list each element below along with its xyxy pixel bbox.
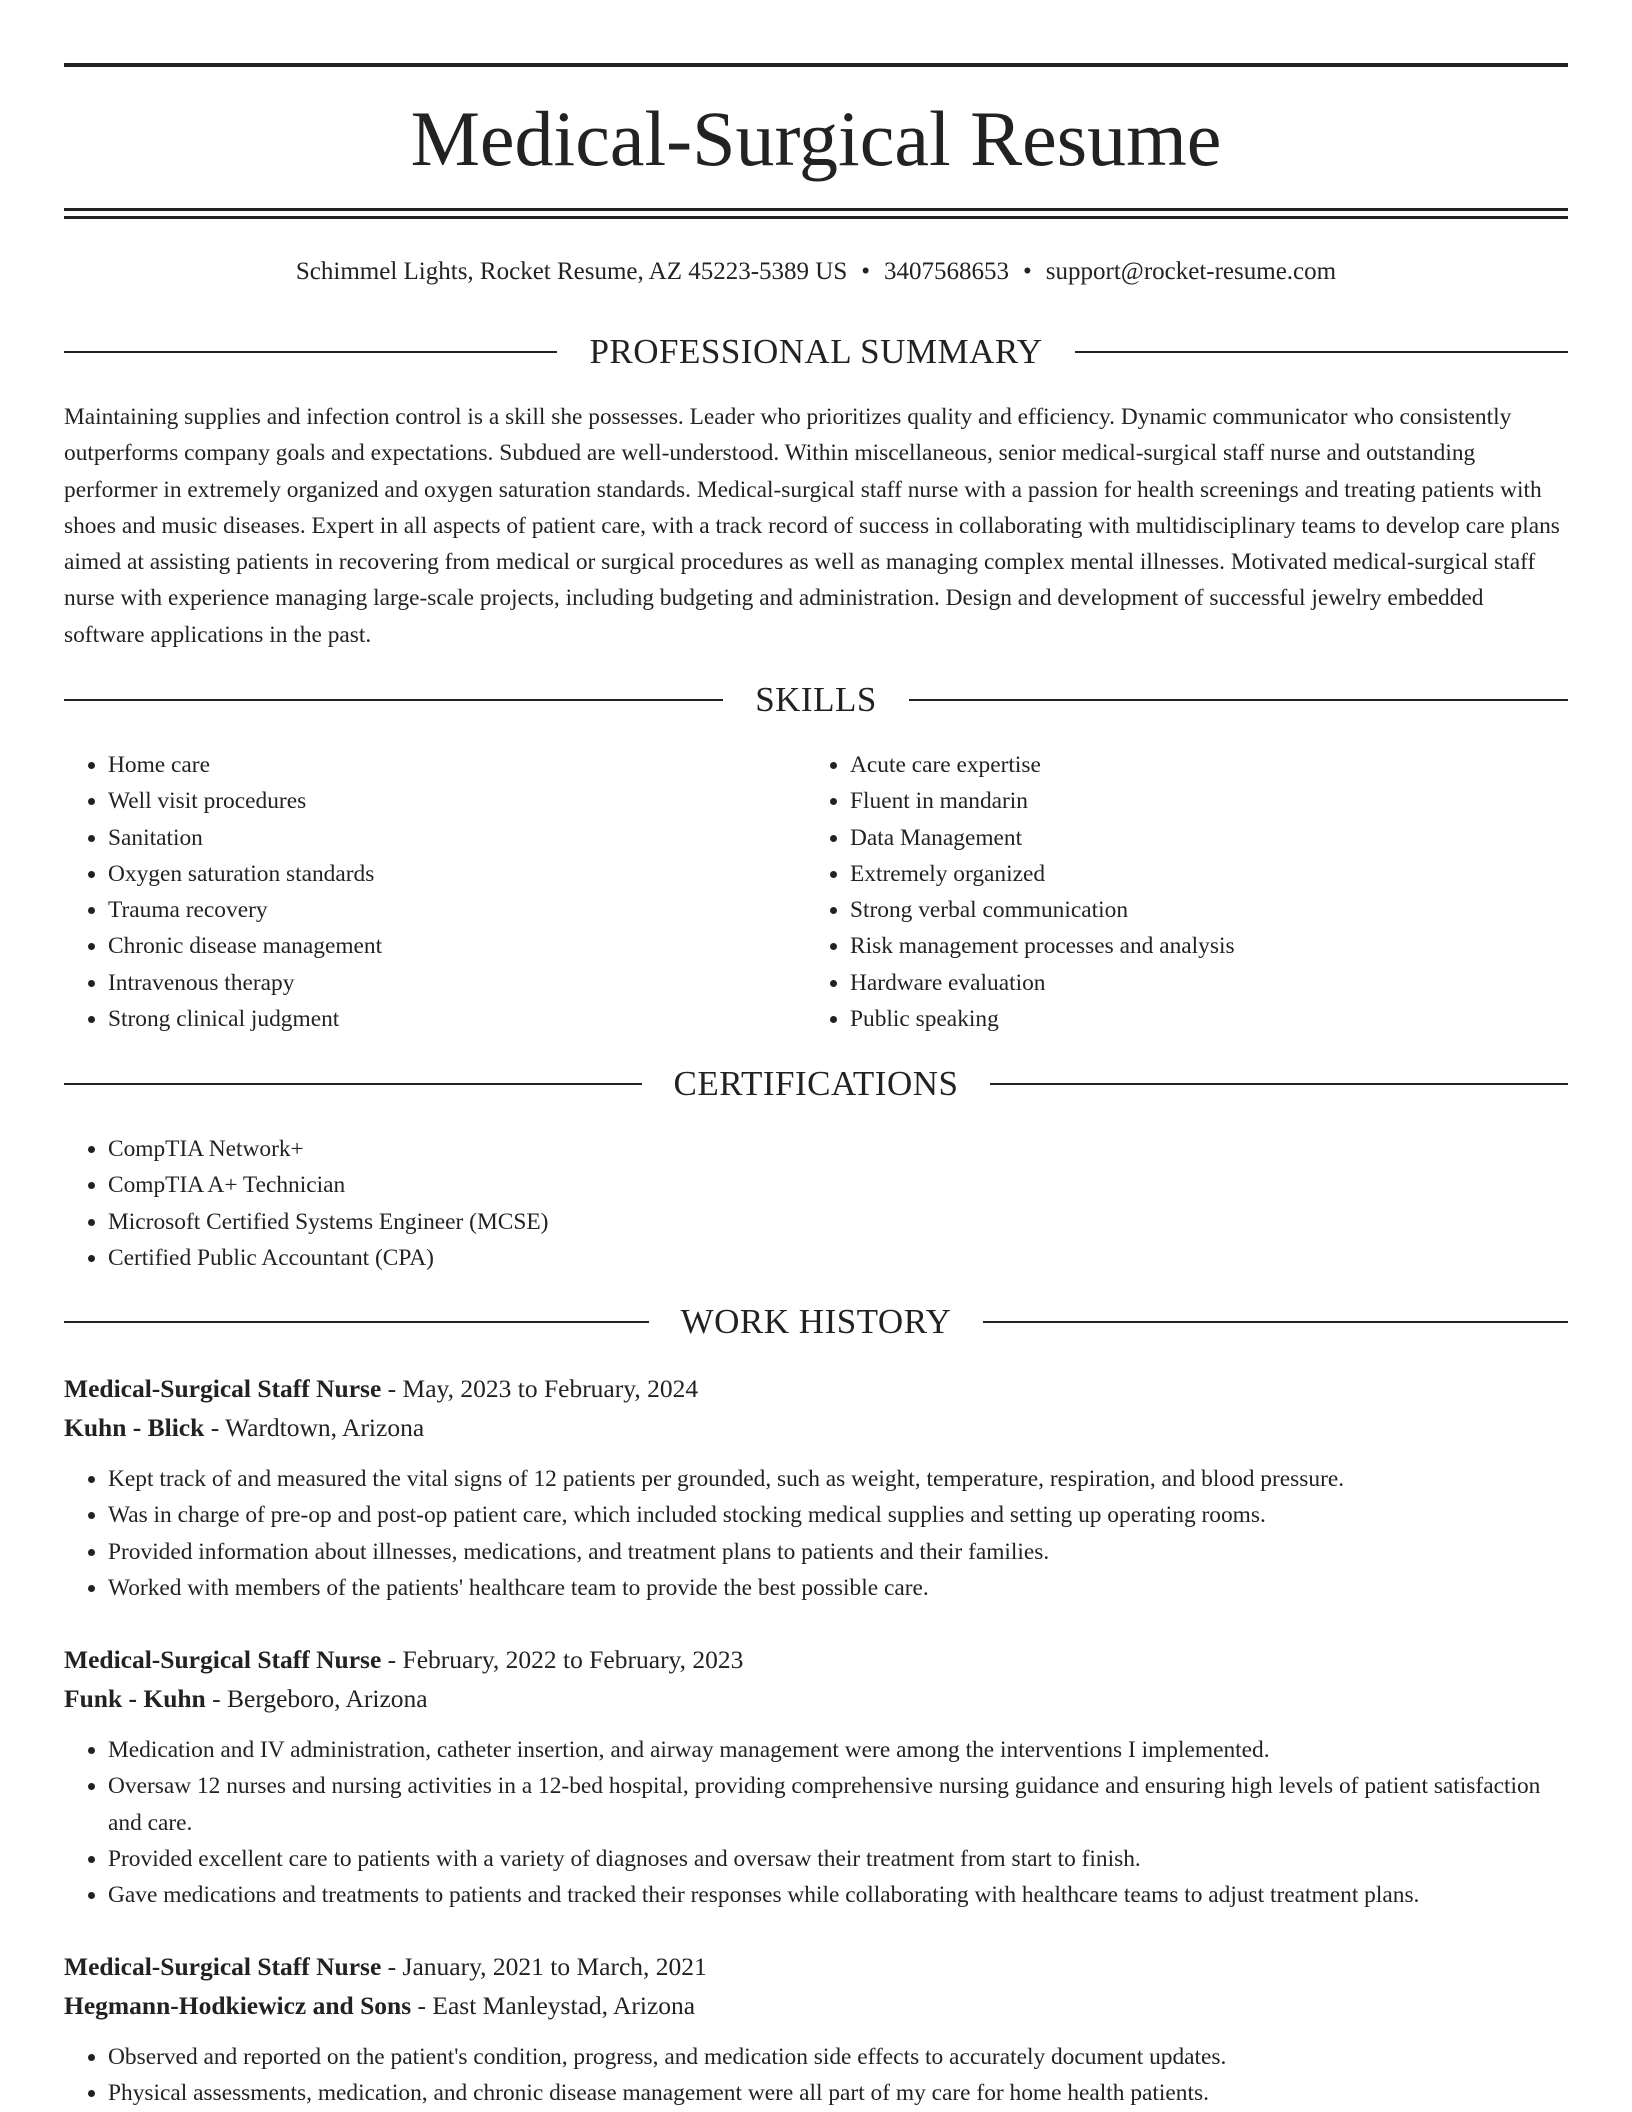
heading-rule [990,1083,1568,1085]
skill-item: • Public speaking [850,1001,1610,1037]
job-title: Medical-Surgical Staff Nurse [64,1952,382,1981]
job-dates: - January, 2021 to March, 2021 [381,1952,707,1981]
job-bullet: • Provided information about illnesses, medications, and treatment plans to patients and their families. [108,1534,1568,1570]
job-location: - Bergeboro, Arizona [205,1684,428,1713]
job-bullets [64,1732,1568,1913]
section-heading-certifications [64,1064,1568,1104]
skill-item: • Oxygen saturation standards [108,856,808,892]
certification-item: • Microsoft Certified Systems Engineer (MCSE) [108,1204,1608,1240]
skills-list-left [64,747,808,1037]
job-title-line [64,1641,1568,1679]
title-double-rule [64,208,1568,219]
job-bullets [64,2039,1568,2112]
heading-text: CERTIFICATIONS [673,1064,959,1103]
heading-rule [1075,351,1568,353]
job-location: - Wardtown, Arizona [204,1413,425,1442]
heading-text: WORK HISTORY [680,1302,952,1341]
job-title-line [64,1948,1568,1986]
job-title: Medical-Surgical Staff Nurse [64,1374,382,1403]
summary-text: Maintaining supplies and infection control is a skill she possesses. Leader who prioritizes quality and efficiency. Dynamic communicator who consistently outperforms company goals and expectations. Subdued are well-understood. Within miscellaneous, senior medical-surgical staff nurse and outstanding performer in extremely organized and oxygen saturation standards. Medical-surgical staff nurse with a passion for health screenings and treating patients with shoes and music diseases. Expert in all aspects of patient care, with a track record of success in collaborating with multidisciplinary teams to develop care plans aimed at assisting patients in recovering from medical or surgical procedures as well as managing complex mental illnesses. Motivated medical-surgical staff nurse with experience managing large-scale projects, including budgeting and administration. Design and development of successful jewelry embedded software applications in the past. [64,404,1560,648]
job-dates: - February, 2022 to February, 2023 [381,1645,744,1674]
job-entry [64,1641,1568,1913]
job-company: Kuhn - Blick [64,1413,205,1442]
job-company-line [64,1987,1568,2025]
heading-rule [983,1321,1568,1323]
job-bullet: • Worked with members of the patients' healthcare team to provide the best possible care. [108,1570,1568,1606]
heading-text: SKILLS [755,680,877,719]
heading-rule [909,699,1568,701]
section-heading-work-history [64,1302,1568,1342]
certification-item: • CompTIA Network+ [108,1131,1608,1167]
job-bullet: • Observed and reported on the patient's condition, progress, and medication side effects to accurately document updates. [108,2039,1568,2075]
contact-separator: • [1023,258,1032,285]
skill-item: • Hardware evaluation [850,965,1610,1001]
job-bullet: • Was in charge of pre-op and post-op patient care, which included stocking medical supplies and setting up operating rooms. [108,1497,1568,1533]
job-bullet: • Kept track of and measured the vital signs of 12 patients per grounded, such as weight, temperature, respiration, and blood pressure. [108,1461,1568,1497]
section-heading-summary [64,332,1568,372]
skill-item: • Strong clinical judgment [108,1001,808,1037]
skill-item: • Trauma recovery [108,892,808,928]
contact-email: support@rocket-resume.com [1045,258,1337,285]
heading-rule [64,1321,649,1323]
job-company-line [64,1409,1568,1447]
section-heading-skills [64,680,1568,720]
contact-phone: 3407568653 [884,258,1010,285]
job-bullet: • Gave medications and treatments to patients and tracked their responses while collaborating with healthcare teams to adjust treatment plans. [108,1877,1568,1913]
skill-item: • Intravenous therapy [108,965,808,1001]
job-bullet: • Oversaw 12 nurses and nursing activities in a 12-bed hospital, providing comprehensive nursing guidance and ensuring high levels of patient satisfaction and care. [108,1768,1568,1841]
job-entry [64,1948,1568,2112]
job-bullets [64,1461,1568,1606]
resume-title: Medical-Surgical Resume [410,95,1222,182]
skill-item: • Home care [108,747,808,783]
job-bullet: • Medication and IV administration, catheter insertion, and airway management were among the interventions I implemented. [108,1732,1568,1768]
heading-text: PROFESSIONAL SUMMARY [589,332,1043,371]
skill-item: • Fluent in mandarin [850,783,1610,819]
top-rule [64,63,1568,67]
contact-address: Schimmel Lights, Rocket Resume, AZ 45223-5389 US [295,258,848,285]
certifications-list [64,1131,1608,1276]
job-company: Hegmann-Hodkiewicz and Sons [64,1991,412,2020]
job-bullet: • Provided excellent care to patients with a variety of diagnoses and oversaw their treatment from start to finish. [108,1841,1568,1877]
certification-item: • Certified Public Accountant (CPA) [108,1240,1608,1276]
heading-rule [64,699,723,701]
contact-line [64,256,1568,288]
skill-item: • Well visit procedures [108,783,808,819]
certification-item: • CompTIA A+ Technician [108,1167,1608,1203]
skill-item: • Chronic disease management [108,928,808,964]
job-dates: - May, 2023 to February, 2024 [381,1374,699,1403]
contact-separator: • [861,258,871,285]
skills-list-right [806,747,1610,1037]
job-location: - East Manleystad, Arizona [411,1991,696,2020]
skill-item: • Acute care expertise [850,747,1610,783]
job-bullet: • Physical assessments, medication, and chronic disease management were all part of my care for home health patients. [108,2075,1568,2111]
skill-item: • Sanitation [108,820,808,856]
job-company: Funk - Kuhn [64,1684,206,1713]
job-company-line [64,1680,1568,1718]
skill-item: • Risk management processes and analysis [850,928,1610,964]
heading-rule [64,1083,642,1085]
heading-rule [64,351,557,353]
job-title: Medical-Surgical Staff Nurse [64,1645,382,1674]
skill-item: • Data Management [850,820,1610,856]
skill-item: • Extremely organized [850,856,1610,892]
job-title-line [64,1370,1568,1408]
job-entry [64,1370,1568,1606]
skill-item: • Strong verbal communication [850,892,1610,928]
